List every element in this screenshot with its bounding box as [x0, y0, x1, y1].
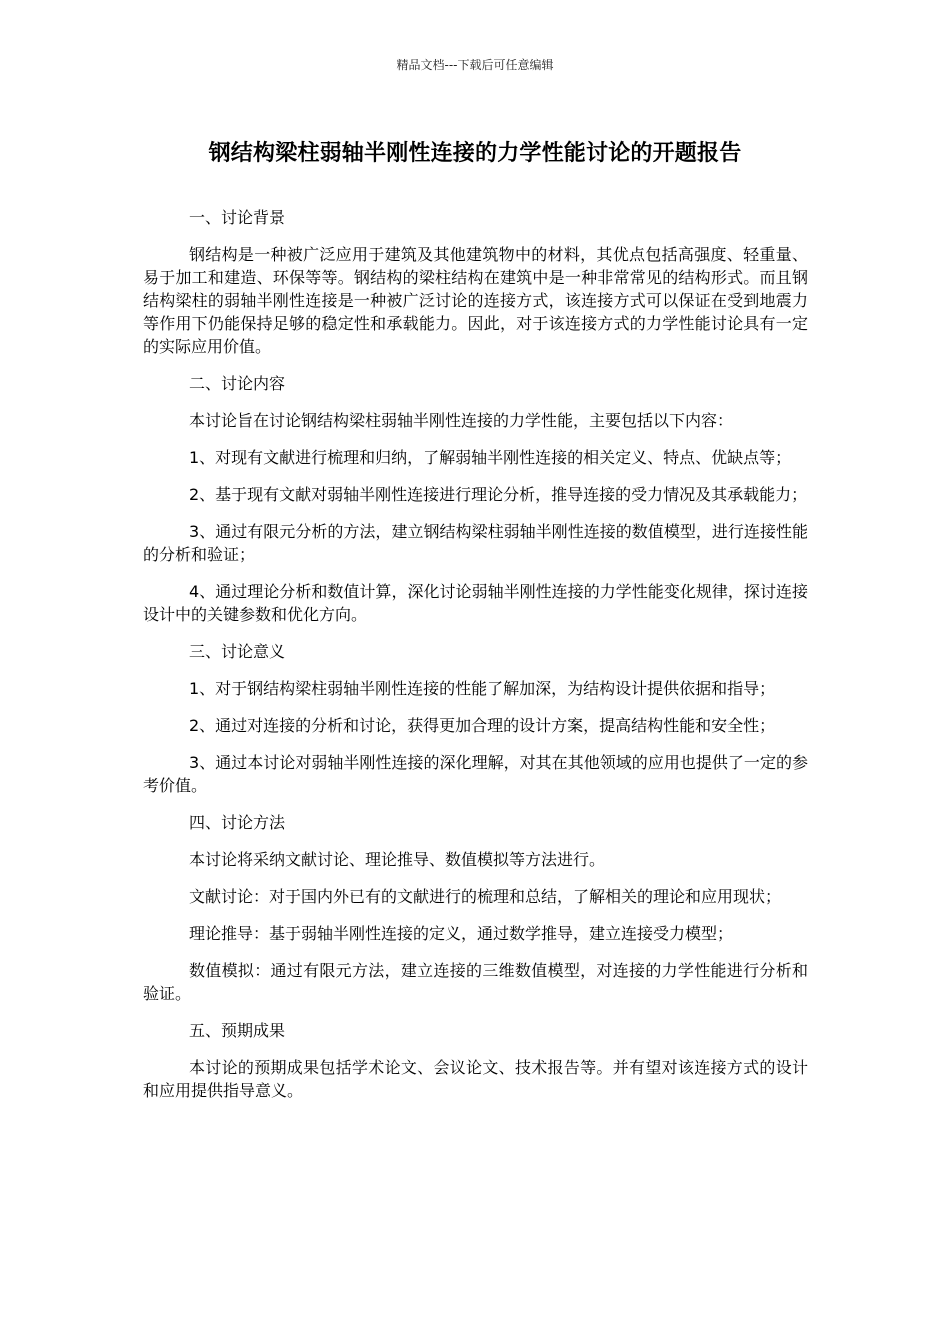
page-header: 精品文档---下载后可任意编辑 [396, 58, 554, 72]
section-heading-outcomes: 五、预期成果 [189, 1021, 286, 1040]
document-body [143, 206, 808, 1116]
section-heading-significance: 三、讨论意义 [189, 642, 286, 661]
content-intro-paragraph: 本讨论旨在讨论钢结构梁柱弱轴半刚性连接的力学性能，主要包括以下内容： [189, 411, 734, 430]
methods-literature-paragraph: 文献讨论：对于国内外已有的文献进行的梳理和总结，了解相关的理论和应用现状； [189, 887, 782, 906]
content-item-2: 2、基于现有文献对弱轴半刚性连接进行理论分析，推导连接的受力情况及其承载能力； [189, 485, 808, 504]
outcomes-paragraph: 本讨论的预期成果包括学术论文、会议论文、技术报告等。并有望对该连接方式的设计和应用提供指导意义。 [143, 1058, 808, 1100]
methods-simulation-paragraph: 数值模拟：通过有限元方法，建立连接的三维数值模型，对连接的力学性能进行分析和验证。 [143, 961, 808, 1003]
significance-item-3: 3、通过本讨论对弱轴半刚性连接的深化理解，对其在其他领域的应用也提供了一定的参考价值。 [143, 753, 808, 795]
significance-item-1: 1、对于钢结构梁柱弱轴半刚性连接的性能了解加深，为结构设计提供依据和指导； [189, 679, 776, 698]
content-item-3: 3、通过有限元分析的方法，建立钢结构梁柱弱轴半刚性连接的数值模型，进行连接性能的分析和验证； [143, 522, 808, 564]
methods-theory-paragraph: 理论推导：基于弱轴半刚性连接的定义，通过数学推导，建立连接受力模型； [189, 924, 734, 943]
significance-item-2: 2、通过对连接的分析和讨论，获得更加合理的设计方案，提高结构性能和安全性； [189, 716, 776, 735]
background-paragraph: 钢结构是一种被广泛应用于建筑及其他建筑物中的材料，其优点包括高强度、轻重量、易于加工和建造、环保等等。钢结构的梁柱结构在建筑中是一种非常常见的结构形式。而且钢结构梁柱的弱轴半刚性连接是一种被广泛讨论的连接方式，该连接方式可以保证在受到地震力等作用下仍能保持足够的稳定性和承载能力。因此，对于该连接方式的力学性能讨论具有一定的实际应用价值。 [143, 245, 808, 356]
section-heading-background: 一、讨论背景 [189, 208, 286, 227]
content-item-1: 1、对现有文献进行梳理和归纳，了解弱轴半刚性连接的相关定义、特点、优缺点等； [189, 448, 792, 467]
section-heading-methods: 四、讨论方法 [189, 813, 286, 832]
section-heading-content: 二、讨论内容 [189, 374, 286, 393]
content-item-4: 4、通过理论分析和数值计算，深化讨论弱轴半刚性连接的力学性能变化规律，探讨连接设计中的关键参数和优化方向。 [143, 582, 808, 624]
methods-intro-paragraph: 本讨论将采纳文献讨论、理论推导、数值模拟等方法进行。 [189, 850, 606, 869]
document-title: 钢结构梁柱弱轴半刚性连接的力学性能讨论的开题报告 [208, 141, 742, 166]
